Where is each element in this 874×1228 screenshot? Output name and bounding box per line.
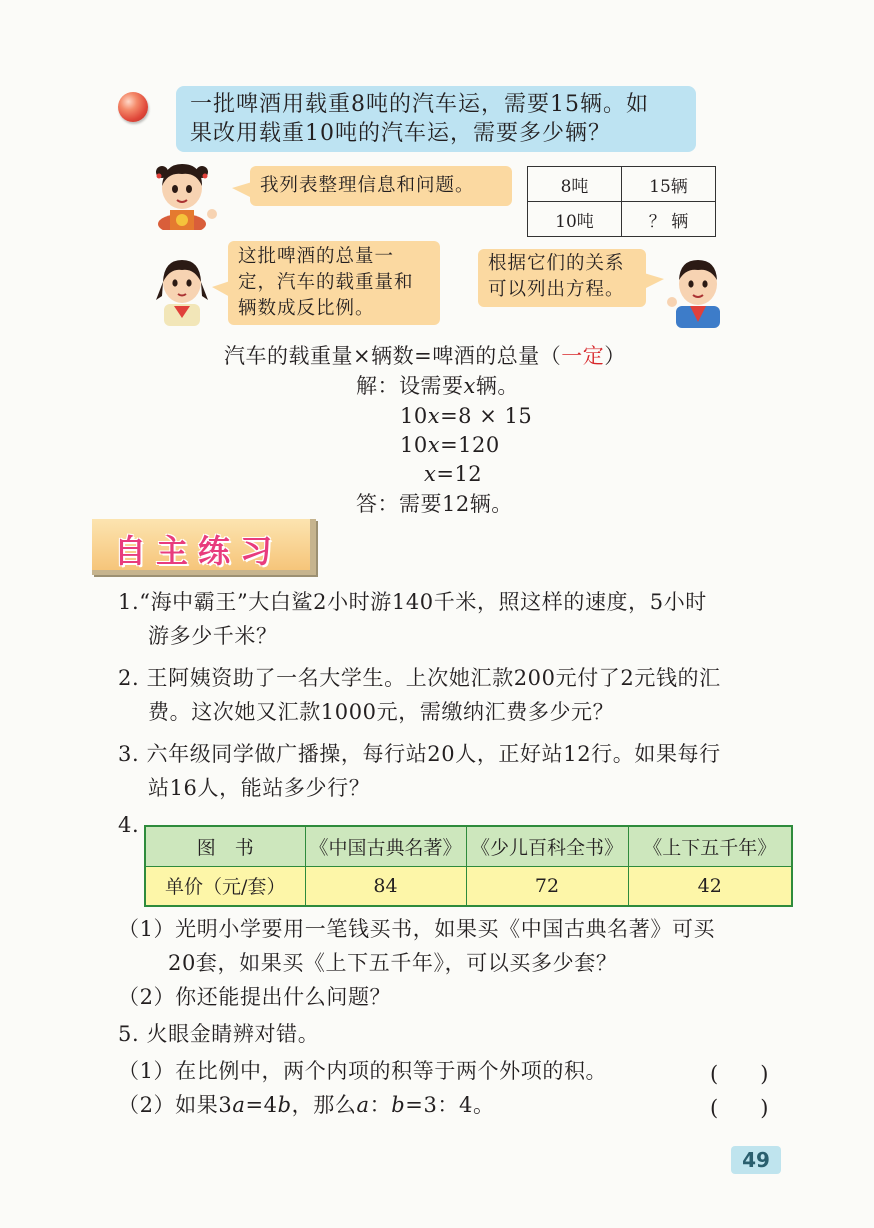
question-2: 2. 王阿姨资助了一名大学生。上次她汇款200元付了2元钱的汇 费。这次她又汇款1000元，需缴纳汇费多少元？ bbox=[118, 666, 721, 724]
info-cell: 8吨 bbox=[528, 167, 622, 202]
question-3: 3. 六年级同学做广播操，每行站20人，正好站12行。如果每行 站16人，能站多少行？ bbox=[118, 742, 721, 800]
speech-bubble-list: 我列表整理信息和问题。 bbox=[250, 166, 512, 206]
relation-line: 汽车的载重量×辆数=啤酒的总量（一定） bbox=[224, 344, 626, 368]
speech-bubble-equation: 根据它们的关系 可以列出方程。 bbox=[478, 249, 646, 307]
table-header: 《上下五千年》 bbox=[628, 826, 792, 866]
table-cell: 72 bbox=[466, 866, 628, 906]
table-cell: 单价（元/套） bbox=[145, 866, 305, 906]
solution-eq3: x=12 bbox=[424, 462, 483, 486]
speech-bubble-ratio: 这批啤酒的总量一 定，汽车的载重量和 辆数成反比例。 bbox=[228, 241, 440, 325]
book-price-table bbox=[144, 825, 793, 907]
question-4-label: 4. bbox=[118, 813, 140, 837]
info-cell: 15辆 bbox=[622, 167, 716, 202]
problem-line-2: 果改用载重10吨的汽车运，需要多少辆？ bbox=[190, 121, 611, 146]
example-problem bbox=[176, 86, 696, 152]
question-5-title: 5. 火眼金睛辨对错。 bbox=[118, 1022, 320, 1046]
question-1: 1.“海中霸王”大白鲨2小时游140千米，照这样的速度，5小时 游多少千米？ bbox=[118, 590, 707, 648]
section-header: 自主练习 bbox=[92, 519, 316, 575]
question-5-sub2: （2）如果3a=4b，那么a：b=3：4。 bbox=[118, 1093, 495, 1117]
table-cell: 84 bbox=[305, 866, 466, 906]
solution-let: 解：设需要x辆。 bbox=[356, 374, 519, 398]
answer-blank[interactable]: ( ) bbox=[710, 1096, 769, 1120]
info-cell: 10吨 bbox=[528, 202, 622, 237]
solution-eq2: 10x=120 bbox=[400, 433, 500, 457]
answer-blank[interactable]: ( ) bbox=[710, 1062, 769, 1086]
girl-figure-icon bbox=[150, 158, 220, 230]
boy-figure-icon bbox=[662, 252, 734, 328]
solution-answer: 答：需要12辆。 bbox=[356, 492, 513, 516]
table-header: 图 书 bbox=[145, 826, 305, 866]
page-number: 49 bbox=[731, 1146, 781, 1174]
table-header: 《中国古典名著》 bbox=[305, 826, 466, 866]
info-cell: ？ 辆 bbox=[622, 202, 716, 237]
bullet-icon bbox=[118, 92, 148, 122]
question-5-sub1: （1）在比例中，两个内项的积等于两个外项的积。 bbox=[118, 1059, 608, 1083]
info-table bbox=[527, 166, 716, 237]
solution-eq1: 10x=8 × 15 bbox=[400, 404, 533, 428]
question-4-sub1: （1）光明小学要用一笔钱买书，如果买《中国古典名著》可买 20套，如果买《上下五千年》，可以买多少套？ bbox=[118, 917, 716, 975]
question-4-sub2: （2）你还能提出什么问题？ bbox=[118, 985, 392, 1009]
table-header: 《少儿百科全书》 bbox=[466, 826, 628, 866]
problem-line-1: 一批啤酒用载重8吨的汽车运，需要15辆。如 bbox=[190, 92, 649, 117]
girl-figure-icon bbox=[150, 252, 214, 326]
table-cell: 42 bbox=[628, 866, 792, 906]
